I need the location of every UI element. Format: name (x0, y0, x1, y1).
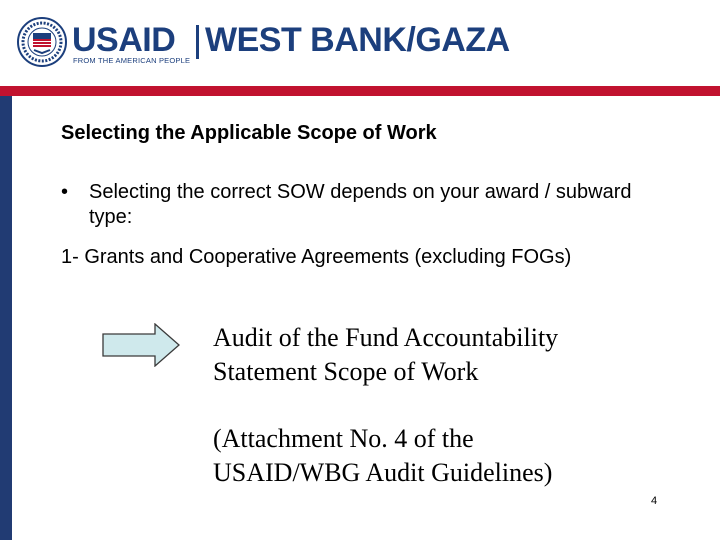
usaid-seal-icon (17, 17, 67, 67)
logo-divider (196, 25, 199, 59)
bullet-symbol: • (61, 181, 69, 203)
logo-tagline: FROM THE AMERICAN PEOPLE (73, 56, 191, 65)
bullet-text: Selecting the correct SOW depends on your award / subward type: (89, 181, 632, 228)
slide-title: Selecting the Applicable Scope of Work (61, 122, 437, 144)
scope-of-work-target (213, 321, 653, 389)
slide-header (0, 0, 720, 86)
attachment-reference (213, 422, 653, 490)
header-red-bar (0, 86, 720, 96)
logo-usaid-text: USAID (72, 21, 176, 59)
attachment-line-1: (Attachment No. 4 of the (213, 424, 474, 453)
left-accent-bar (0, 96, 12, 540)
page-number: 4 (651, 495, 658, 507)
attachment-line-2: USAID/WBG Audit Guidelines) (213, 458, 553, 487)
right-arrow-icon (102, 323, 180, 367)
logo-region-text: WEST BANK/GAZA (205, 21, 510, 59)
target-line-1: Audit of the Fund Accountability (213, 323, 559, 352)
numbered-item: 1- Grants and Cooperative Agreements (excluding FOGs) (61, 246, 572, 268)
target-line-2: Statement Scope of Work (213, 357, 479, 386)
